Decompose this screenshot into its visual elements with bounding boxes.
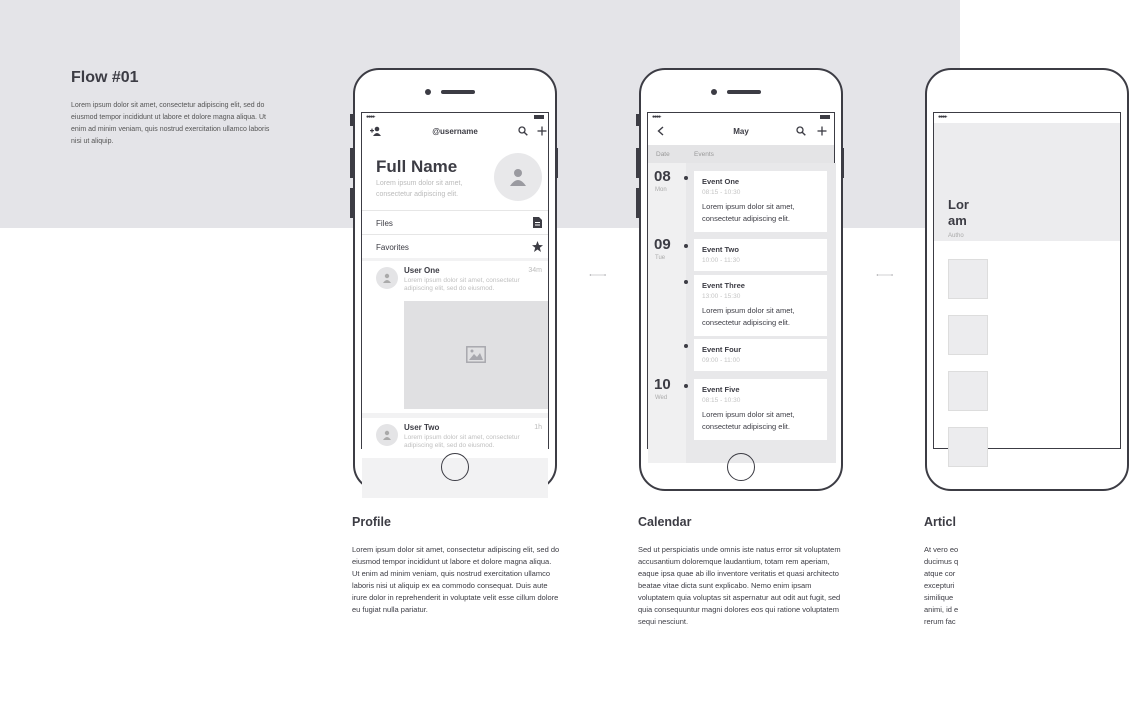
timeline-dot xyxy=(684,244,688,248)
event-description: Lorem ipsum dolor sit amet, consectetur adipiscing elit. xyxy=(702,410,795,431)
event-title: Event Three xyxy=(702,281,745,290)
calendar-caption: Calendar xyxy=(638,515,692,529)
event-time: 10:00 - 11:30 xyxy=(702,257,740,264)
camera-dot xyxy=(711,89,717,95)
calendar-screen xyxy=(647,112,835,449)
image-icon xyxy=(466,346,486,363)
calendar-app-bar xyxy=(648,121,834,143)
post-time: 34m xyxy=(528,267,542,274)
day-name: Wed xyxy=(655,395,668,401)
phone-frame-profile xyxy=(353,68,557,491)
profile-app-bar xyxy=(362,121,548,143)
timeline-dot xyxy=(684,176,688,180)
day-number: 09 xyxy=(654,236,671,253)
home-button xyxy=(727,453,755,481)
event-card[interactable] xyxy=(694,339,827,371)
event-description: Lorem ipsum dolor sit amet, consectetur adipiscing elit. xyxy=(702,202,795,223)
username-title: @username xyxy=(432,127,478,136)
timeline-dot xyxy=(684,384,688,388)
event-time: 08:15 - 10:30 xyxy=(702,397,741,404)
signal-icon: ●●●●· xyxy=(652,114,661,120)
speaker-grill xyxy=(727,90,761,94)
favorites-label: Favorites xyxy=(376,243,409,252)
event-card[interactable] xyxy=(694,171,827,232)
avatar xyxy=(376,267,398,289)
image-placeholder[interactable] xyxy=(948,427,988,467)
event-card[interactable] xyxy=(694,239,827,271)
profile-screen xyxy=(361,112,549,449)
calendar-column-header xyxy=(648,145,834,163)
post-user-name: User Two xyxy=(404,423,440,432)
event-time: 08:15 - 10:30 xyxy=(702,189,741,196)
event-description: Lorem ipsum dolor sit amet, consectetur adipiscing elit. xyxy=(702,306,795,327)
files-row[interactable] xyxy=(362,210,548,234)
image-placeholder[interactable] xyxy=(948,315,988,355)
search-icon[interactable] xyxy=(518,126,528,136)
event-title: Event Two xyxy=(702,245,739,254)
plus-icon[interactable] xyxy=(817,126,827,136)
event-time: 09:00 - 11:00 xyxy=(702,357,740,364)
events-column-label: Events xyxy=(694,151,714,158)
article-author: Autho xyxy=(948,233,964,239)
favorites-row[interactable] xyxy=(362,234,548,258)
camera-dot xyxy=(425,89,431,95)
speaker-grill xyxy=(441,90,475,94)
image-placeholder[interactable] xyxy=(948,259,988,299)
article-description: At vero eo ducimus q atque cor excepturi similique animi, id e rerum fac xyxy=(924,545,959,626)
article-caption: Articl xyxy=(924,515,956,529)
list-item[interactable] xyxy=(362,418,548,458)
day-number: 10 xyxy=(654,376,671,393)
search-icon[interactable] xyxy=(796,126,806,136)
event-card[interactable] xyxy=(694,379,827,440)
star-icon xyxy=(532,241,543,252)
battery-icon xyxy=(534,115,544,119)
profile-full-name: Full Name xyxy=(376,157,458,176)
profile-caption: Profile xyxy=(352,515,391,529)
phone-frame-article xyxy=(925,68,1129,491)
date-column xyxy=(648,163,686,463)
image-placeholder[interactable] xyxy=(948,371,988,411)
event-time: 13:00 - 15:30 xyxy=(702,293,741,300)
image-placeholder[interactable] xyxy=(404,301,548,409)
phone-frame-calendar xyxy=(639,68,843,491)
flow-description: Lorem ipsum dolor sit amet, consectetur adipiscing elit, sed do eiusmod tempor incididunt ut labore et dolore magna aliqua. Ut enim ad minim veniam, quis nostrud exercitation ullamco laboris nisi ut aliquip. xyxy=(71,102,270,145)
timeline-dot xyxy=(684,280,688,284)
flow-title: Flow #01 xyxy=(71,69,139,86)
date-column-label: Date xyxy=(656,151,670,158)
person-icon xyxy=(510,168,526,186)
calendar-month-title: May xyxy=(733,127,749,136)
status-bar xyxy=(362,113,548,121)
event-title: Event One xyxy=(702,177,740,186)
post-time: 1h xyxy=(534,424,542,431)
day-name: Mon xyxy=(655,187,667,193)
timeline-dot xyxy=(684,344,688,348)
files-label: Files xyxy=(376,219,393,228)
day-number: 08 xyxy=(654,168,671,185)
list-item[interactable] xyxy=(362,261,548,413)
profile-subtitle: Lorem ipsum dolor sit amet, consectetur adipiscing elit. xyxy=(376,180,463,198)
home-button xyxy=(441,453,469,481)
profile-description: Lorem ipsum dolor sit amet, consectetur adipiscing elit, sed do eiusmod tempor incididunt ut labore et dolore magna aliqua. Ut enim ad minim veniam, quis nostrud exercitation ullamco laboris nisi ut aliquip ex ea commodo consequat. Duis aute irure dolor in reprehenderit in voluptate velit esse cillum dolore eu fugiat nulla pariatur. xyxy=(352,545,560,614)
post-user-name: User One xyxy=(404,266,440,275)
avatar xyxy=(376,424,398,446)
article-screen xyxy=(933,112,1121,449)
signal-icon: ●●●●· xyxy=(366,114,375,120)
event-card[interactable] xyxy=(694,275,827,336)
flow-arrow xyxy=(843,274,927,276)
post-text: Lorem ipsum dolor sit amet, consectetur adipiscing elit, sed do eiusmod. xyxy=(404,277,520,292)
post-text: Lorem ipsum dolor sit amet, consectetur adipiscing elit, sed do eiusmod. xyxy=(404,434,520,449)
status-bar xyxy=(648,113,834,121)
person-icon xyxy=(383,273,391,283)
avatar[interactable] xyxy=(494,153,542,201)
event-title: Event Five xyxy=(702,385,740,394)
signal-icon: ●●●●· xyxy=(938,114,947,120)
person-icon xyxy=(383,430,391,440)
plus-icon[interactable] xyxy=(537,126,547,136)
calendar-description: Sed ut perspiciatis unde omnis iste natus error sit voluptatem accusantium doloremque laudantium, totam rem aperiam, eaque ipsa quae ab illo inventore veritatis et quasi architecto beatae vitae dicta sunt explicabo. Nemo enim ipsam voluptatem quia voluptas sit aspernatur aut odit aut fugit, sed quia consequuntur magni dolores eos qui ratione voluptatem sequi nesciunt. xyxy=(638,545,841,626)
flow-arrow xyxy=(556,274,640,276)
day-name: Tue xyxy=(655,255,666,261)
article-title: Lor am xyxy=(948,197,969,228)
event-title: Event Four xyxy=(702,345,742,354)
battery-icon xyxy=(820,115,830,119)
status-bar xyxy=(934,113,1120,121)
file-icon xyxy=(533,217,542,228)
